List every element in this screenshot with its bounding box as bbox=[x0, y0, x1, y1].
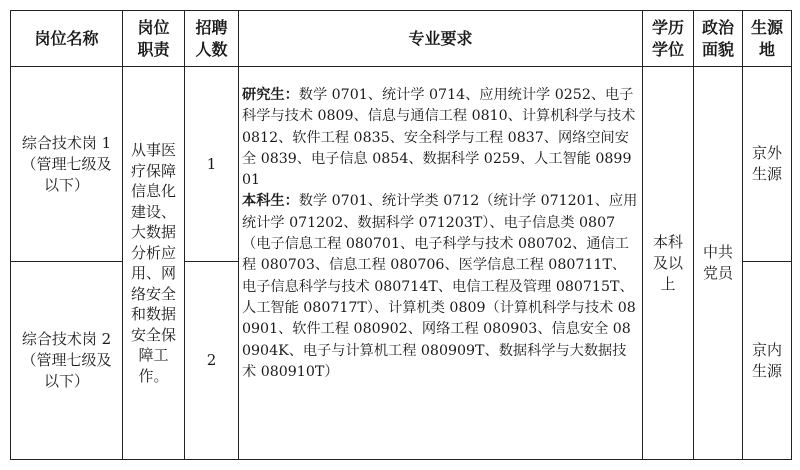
header-major-requirement-text: 专业要求 bbox=[408, 28, 473, 48]
header-major-requirement bbox=[238, 10, 643, 67]
header-political-text: 政治面貌 bbox=[701, 17, 734, 59]
row1-origin bbox=[742, 66, 792, 262]
header-recruit-count-text: 招聘人数 bbox=[195, 17, 228, 59]
row1-position-name-text: 综合技术岗 1（管理七级及以下） bbox=[21, 133, 112, 194]
header-position-duty-text: 岗位职责 bbox=[137, 17, 170, 59]
grad-label: 研究生： bbox=[242, 87, 299, 103]
major-requirement-block bbox=[242, 85, 639, 383]
shared-duty-text: 从事医疗保障信息化建设、大数据分析应用、网络安全和数据安全保障工作。 bbox=[130, 141, 176, 385]
grad-text: 数学 0701、统计学 0714、应用统计学 0252、电子科学与技术 0809、信息与通信工程 0810、计算机科学与技术 0812、软件工程 0835、安全科学与工程 0837、网络空间安全 0839、电子信息 0854、数据科学 0259、人工智能 089901 bbox=[242, 87, 636, 189]
shared-political-text: 中共党员 bbox=[702, 243, 733, 282]
row2-recruit-count bbox=[184, 261, 239, 460]
shared-education-text: 本科及以上 bbox=[652, 232, 683, 293]
shared-political bbox=[693, 66, 743, 460]
row2-origin-text: 京内生源 bbox=[751, 340, 782, 380]
shared-major-requirement bbox=[238, 66, 643, 460]
undergrad-label: 本科生： bbox=[242, 193, 299, 210]
row2-origin bbox=[742, 261, 792, 460]
row1-origin-text: 京外生源 bbox=[751, 144, 782, 183]
header-origin bbox=[742, 10, 792, 67]
header-position-name bbox=[10, 10, 123, 67]
header-education bbox=[642, 10, 694, 67]
header-position-duty bbox=[122, 10, 185, 67]
header-education-text: 学历学位 bbox=[651, 17, 684, 59]
shared-education bbox=[642, 66, 694, 460]
row2-position-name bbox=[10, 261, 123, 460]
header-origin-text: 生源地 bbox=[751, 17, 784, 59]
header-political bbox=[693, 10, 743, 67]
header-recruit-count bbox=[184, 10, 239, 67]
row1-recruit-count bbox=[184, 66, 239, 262]
row1-position-name bbox=[10, 66, 123, 262]
row2-recruit-count-text: 2 bbox=[206, 351, 217, 369]
row2-position-name-text: 综合技术岗 2（管理七级及以下） bbox=[21, 330, 112, 390]
header-position-name-text: 岗位名称 bbox=[34, 28, 99, 48]
shared-duty bbox=[122, 66, 185, 460]
row1-recruit-count-text: 1 bbox=[206, 154, 217, 173]
undergrad-text: 数学 0701、统计学类 0712（统计学 071201、应用统计学 071202、数据科学 071203T）、电子信息类 0807（电子信息工程 080701、电子科学与技术 080702、通信工程 080703、信息工程 080706、医学信息工程 080711T、电子信息科学与技术 080714T、电信工程及管理 080715T、人工智能 080717T）、计算机类 0809（计算机科学与技术 080901、软件工程 080902、网络工程 080903、信息安全 080904K、电子与计算机工程 080909T、数据科学与大数据技术 080910T） bbox=[242, 193, 638, 380]
